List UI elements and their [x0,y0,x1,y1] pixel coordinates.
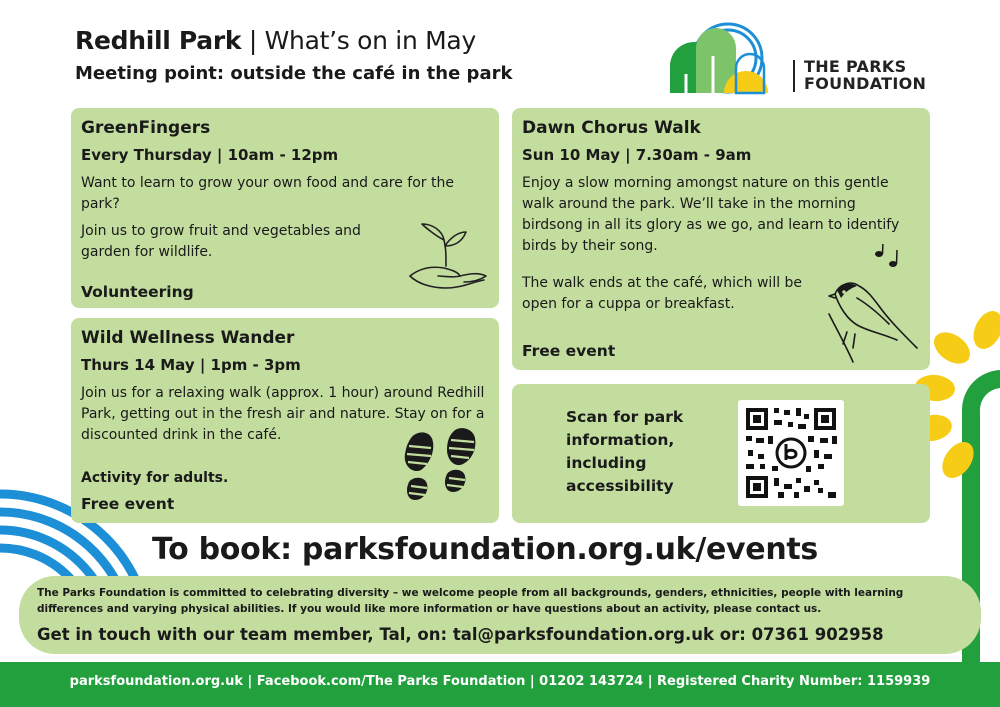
title-park-name: Redhill Park [75,26,242,55]
event-description-2: The walk ends at the café, which will be open for a cuppa or breakfast. [522,275,803,312]
booking-link[interactable]: To book: parksfoundation.org.uk/events [152,532,818,567]
event-tag: Free event [522,342,616,360]
page-title [75,26,476,55]
contact-or: or: [714,625,752,644]
qr-code-icon [738,400,844,506]
event-card-dawn-chorus [512,108,930,370]
contact-prefix: Get in touch with our team member, Tal, on: [37,625,453,644]
event-datetime: Every Thursday | 10am - 12pm [81,146,339,164]
logo-wordmark [804,58,926,92]
event-datetime: Sun 10 May | 7.30am - 9am [522,146,752,164]
event-tag: Volunteering [81,283,194,301]
event-card-wellness-wander [71,318,499,523]
contact-phone[interactable]: 07361 902958 [751,625,884,644]
event-title: GreenFingers [81,118,211,138]
event-title: Wild Wellness Wander [81,328,295,348]
event-card-greenfingers [71,108,499,308]
event-description-2: Join us to grow fruit and vegetables and garden for wildlife. [81,223,361,260]
seedling-hand-icon [406,218,491,300]
event-datetime: Thurs 14 May | 1pm - 3pm [81,356,301,374]
diversity-statement: The Parks Foundation is committed to celebrating diversity – we welcome people from all backgrounds, genders, ethnicities, people with learning differences and varying physical abilities. If you would like more information or have questions about an activity, please contact us. [37,587,904,615]
qr-info-card [512,384,930,523]
event-audience: Activity for adults. [81,470,229,486]
qr-caption: Scan for park information, including accessibility [566,408,684,495]
bird-icon [827,244,927,366]
event-description: Want to learn to grow your own food and care for the park? [81,175,454,212]
contact-line [37,625,884,644]
event-tag: Free event [81,495,175,513]
page-subtitle: Meeting point: outside the café in the park [75,63,513,84]
title-month: | What’s on in May [241,26,476,55]
contact-email-link[interactable]: tal@parksfoundation.org.uk [452,625,714,644]
footer-text: parksfoundation.org.uk | Facebook.com/The Parks Foundation | 01202 143724 | Registered Charity Number: 1159939 [69,674,931,689]
event-description: Enjoy a slow morning amongst nature on this gentle walk around the park. We’ll take in the morning birdsong in all its glory as we go, and learn to identify birds by their song. [522,175,900,254]
event-description: Join us for a relaxing walk (approx. 1 hour) around Redhill Park, getting out in the fresh air and nature. Stay on for a discounted drink in the café. [81,385,485,443]
event-title: Dawn Chorus Walk [522,118,701,138]
logo-line-1: THE PARKS [804,57,907,76]
qr-code[interactable] [738,400,844,506]
logo-line-2: FOUNDATION [804,74,927,93]
footprints-icon [399,426,489,511]
